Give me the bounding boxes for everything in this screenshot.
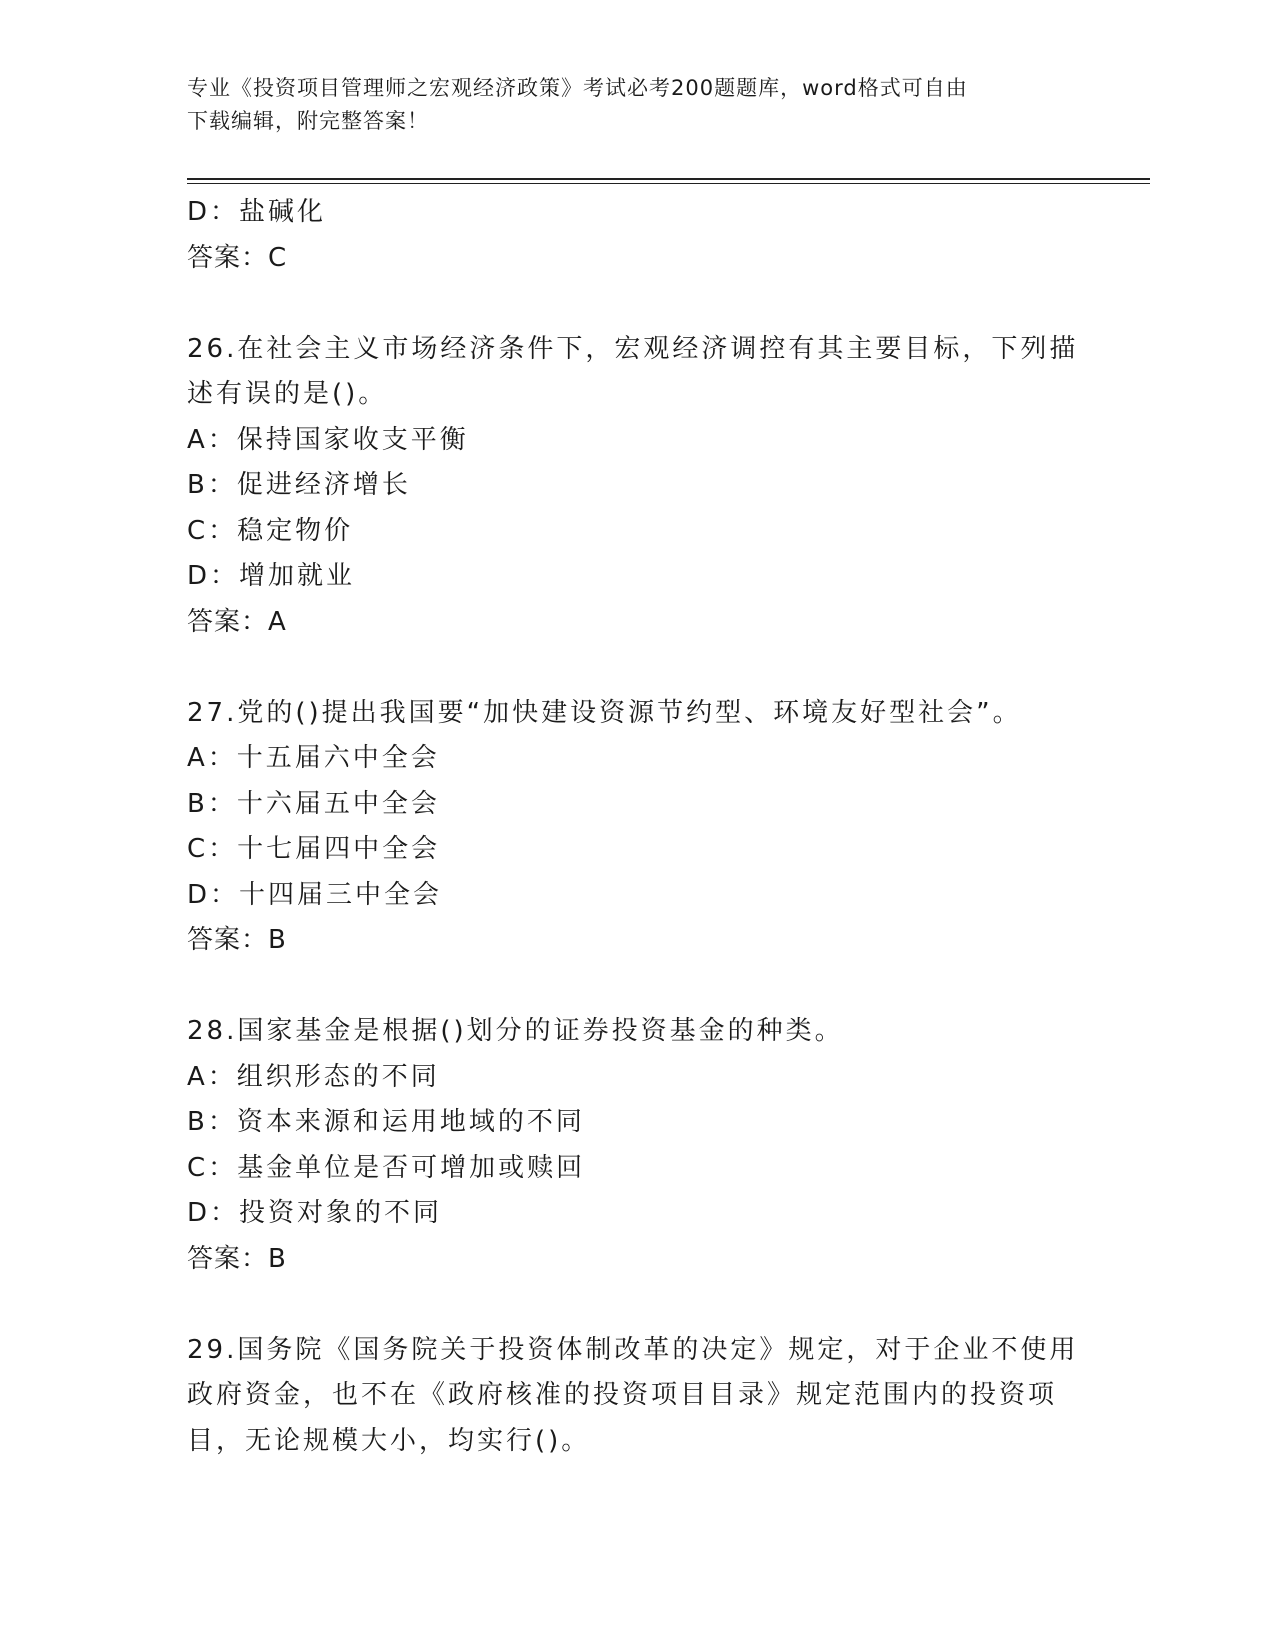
page-header — [187, 72, 1087, 138]
option-a: A：保持国家收支平衡 — [187, 424, 469, 455]
question-text: 29.国务院《国务院关于投资体制改革的决定》规定，对于企业不使用 — [187, 1334, 1079, 1365]
option-c: C：基金单位是否可增加或赎回 — [187, 1152, 586, 1183]
option-d: D：增加就业 — [187, 561, 356, 591]
question-text: 述有误的是()。 — [187, 379, 388, 409]
prev-answer: 答案：C — [187, 242, 288, 273]
option-d: D：投资对象的不同 — [187, 1198, 443, 1228]
question-text: 28.国家基金是根据()划分的证券投资基金的种类。 — [187, 1016, 844, 1046]
question-text: 目，无论规模大小，均实行()。 — [187, 1425, 591, 1456]
header-divider-thin — [187, 183, 1150, 184]
prev-option-d: D：盐碱化 — [187, 197, 327, 227]
question-28 — [187, 1009, 1087, 1282]
spacer — [187, 281, 1087, 327]
question-list — [187, 190, 1087, 1464]
option-a: A：组织形态的不同 — [187, 1061, 440, 1092]
spacer — [187, 1282, 1087, 1328]
answer: 答案：B — [187, 1243, 287, 1274]
option-a: A：十五届六中全会 — [187, 743, 440, 773]
answer: 答案：A — [187, 606, 287, 637]
spacer — [187, 964, 1087, 1010]
question-29 — [187, 1328, 1087, 1465]
option-d: D：十四届三中全会 — [187, 879, 443, 910]
option-b: B：十六届五中全会 — [187, 788, 440, 819]
question-text: 26.在社会主义市场经济条件下，宏观经济调控有其主要目标，下列描 — [187, 333, 1079, 364]
option-b: B：资本来源和运用地域的不同 — [187, 1107, 585, 1137]
header-line-1: 专业《投资项目管理师之宏观经济政策》考试必考200题题库，word格式可自由 — [187, 76, 968, 100]
question-text: 政府资金，也不在《政府核准的投资项目目录》规定范围内的投资项 — [187, 1380, 1058, 1410]
option-b: B：促进经济增长 — [187, 470, 411, 500]
question-26 — [187, 327, 1087, 646]
header-divider-thick — [187, 178, 1150, 180]
question-27 — [187, 691, 1087, 964]
answer: 答案：B — [187, 925, 287, 955]
question-text: 27.党的()提出我国要“加快建设资源节约型、环境友好型社会”。 — [187, 697, 1022, 728]
spacer — [187, 645, 1087, 691]
option-c: C：稳定物价 — [187, 515, 354, 546]
header-line-2: 下载编辑，附完整答案！ — [187, 109, 429, 133]
option-c: C：十七届四中全会 — [187, 834, 441, 864]
